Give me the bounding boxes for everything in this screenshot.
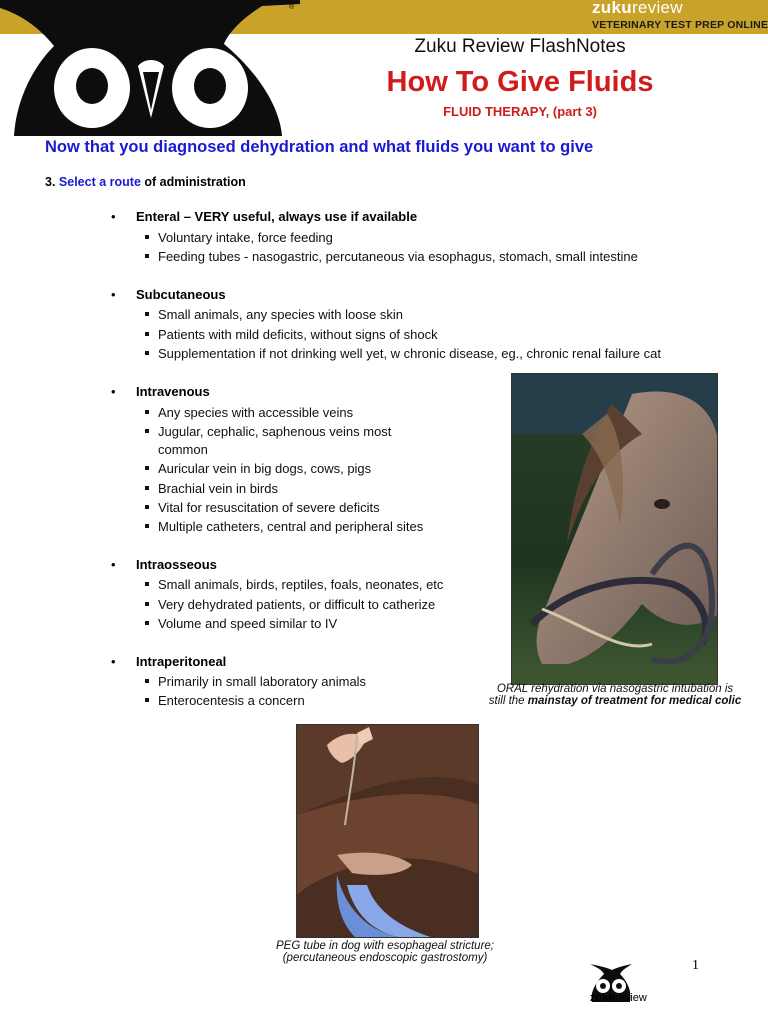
square-bullet-icon bbox=[145, 524, 149, 528]
route-label: Enteral bbox=[136, 209, 181, 224]
footer-word-part2: review bbox=[615, 992, 647, 1004]
page-number: 1 bbox=[692, 958, 699, 973]
brand-word-part2: review bbox=[631, 0, 683, 17]
bullet-dot: • bbox=[111, 557, 116, 572]
bullet-dot: • bbox=[111, 654, 116, 669]
horse-nasogastric-photo bbox=[511, 373, 718, 685]
dog-peg-tube-photo bbox=[296, 724, 479, 938]
bullet-dot: • bbox=[111, 287, 116, 302]
square-bullet-icon bbox=[145, 621, 149, 625]
square-bullet-icon bbox=[145, 254, 149, 258]
dog-caption-line1: PEG tube in dog with esophageal stricture; bbox=[276, 940, 494, 952]
route-label: Intraperitoneal bbox=[136, 654, 227, 669]
horse-caption-prefix: still the bbox=[488, 695, 528, 707]
footer-owl-logo-icon bbox=[586, 962, 682, 1012]
step-highlight: Select a route bbox=[58, 175, 141, 189]
square-bullet-icon bbox=[145, 486, 149, 490]
square-bullet-icon bbox=[145, 429, 149, 433]
bullet-dot: • bbox=[111, 209, 116, 224]
owl-logo-icon bbox=[0, 0, 300, 136]
dog-photo-caption bbox=[235, 940, 535, 964]
square-bullet-icon bbox=[145, 466, 149, 470]
square-bullet-icon bbox=[145, 679, 149, 683]
route-note: – VERY useful, always use if available bbox=[180, 209, 418, 224]
step-rest: of administration bbox=[144, 175, 246, 189]
bullet-dot: • bbox=[111, 384, 116, 399]
brand-word-part1: zuku bbox=[592, 0, 632, 17]
registered-mark: ® bbox=[289, 4, 295, 11]
horse-caption-line1: ORAL rehydration via nasogastric intubation is bbox=[496, 683, 734, 695]
horse-photo-caption bbox=[470, 683, 760, 707]
square-bullet-icon bbox=[145, 235, 149, 239]
dog-caption-line2: (percutaneous endoscopic gastrostomy) bbox=[282, 952, 488, 964]
square-bullet-icon bbox=[145, 410, 149, 414]
page-title: How To Give Fluids bbox=[386, 66, 654, 98]
section-part: FLUID THERAPY, (part 3) bbox=[443, 104, 597, 119]
square-bullet-icon bbox=[145, 312, 149, 316]
route-label: Subcutaneous bbox=[136, 287, 226, 302]
brand-tagline: VETERINARY TEST PREP ONLINE bbox=[592, 19, 768, 31]
square-bullet-icon bbox=[145, 602, 149, 606]
step-number: 3. bbox=[45, 175, 56, 189]
route-label: Intravenous bbox=[136, 384, 210, 399]
flashnotes-subtitle: Zuku Review FlashNotes bbox=[414, 36, 626, 57]
square-bullet-icon bbox=[145, 582, 149, 586]
brand-wordmark bbox=[592, 0, 683, 18]
square-bullet-icon bbox=[145, 505, 149, 509]
footer-word-part1: zuku bbox=[590, 992, 616, 1004]
square-bullet-icon bbox=[145, 332, 149, 336]
square-bullet-icon bbox=[145, 698, 149, 702]
footer-wordmark bbox=[590, 992, 647, 1004]
route-label: Intraosseous bbox=[136, 557, 217, 572]
square-bullet-icon bbox=[145, 351, 149, 355]
step-heading bbox=[45, 175, 246, 189]
lead-sentence: Now that you diagnosed dehydration and what fluids you want to give bbox=[45, 138, 594, 156]
horse-caption-bold: mainstay of treatment for medical colic bbox=[527, 695, 742, 707]
